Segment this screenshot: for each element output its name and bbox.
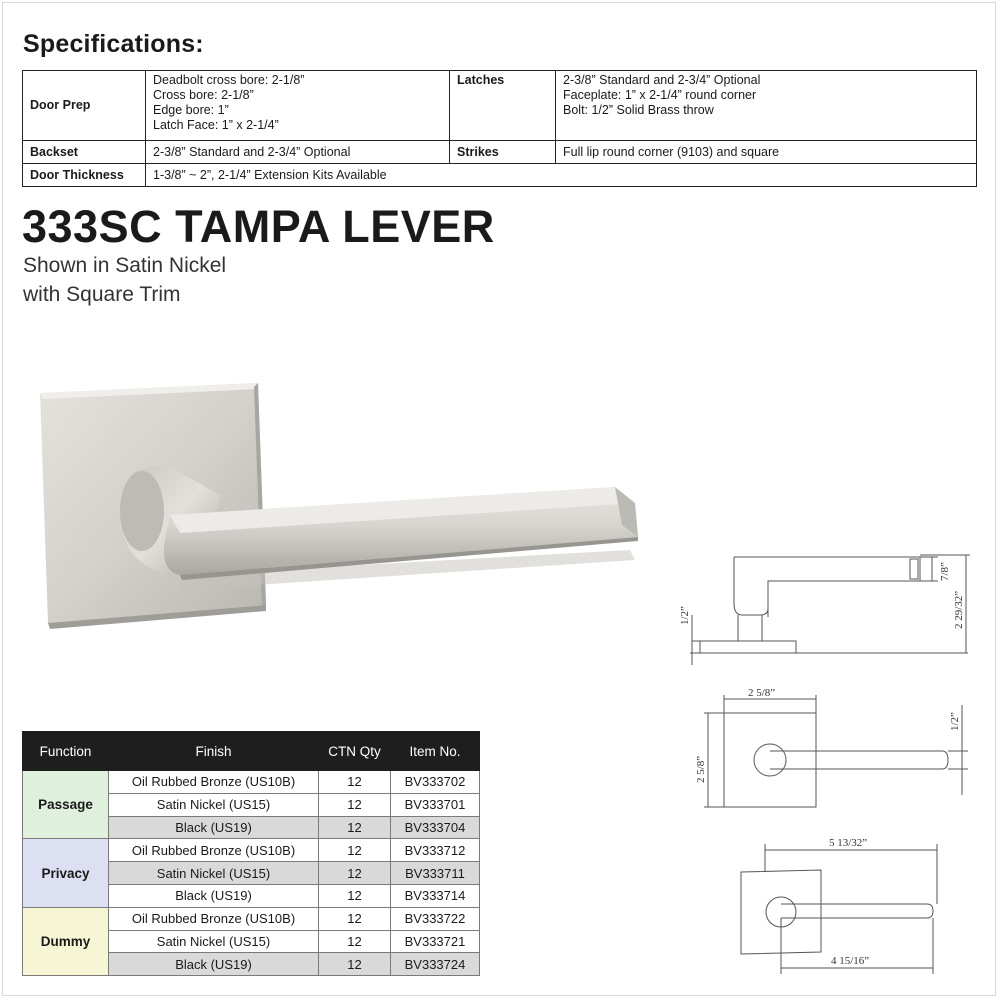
spec-value-door-thickness: 1-3/8” ~ 2”, 2-1/4” Extension Kits Available [146,164,977,187]
finish-cell: Oil Rubbed Bronze (US10B) [109,907,319,930]
side-view-drawing [670,545,980,675]
dim-front-lever-width: 1/2” [949,712,961,731]
product-subtitle-line: Shown in Satin Nickel [23,254,227,277]
spec-line: Bolt: 1/2” Solid Brass throw [563,103,714,117]
finish-cell: Satin Nickel (US15) [109,793,319,816]
spec-label-latches: Latches [450,71,556,141]
finish-cell: Black (US19) [109,953,319,976]
dim-side-lever-height: 7/8” [939,562,951,581]
qty-cell: 12 [319,793,391,816]
qty-cell: 12 [319,839,391,862]
product-subtitle [23,251,226,309]
finish-table-header [23,732,480,771]
finish-cell: Oil Rubbed Bronze (US10B) [109,771,319,794]
spec-line: Edge bore: 1” [153,103,229,117]
qty-cell: 12 [319,907,391,930]
qty-cell: 12 [319,953,391,976]
spec-line: Cross bore: 2-1/8” [153,88,254,102]
specifications-title: Specifications: [23,30,204,58]
function-cell-passage: Passage [23,771,109,839]
product-title: 333SC TAMPA LEVER [22,201,495,252]
header-function: Function [23,732,109,771]
qty-cell: 12 [319,930,391,953]
item-cell: BV333724 [391,953,480,976]
item-cell: BV333712 [391,839,480,862]
dim-side-total-height: 2 29/32” [953,590,965,629]
item-cell: BV333704 [391,816,480,839]
dim-side-rose-depth: 1/2” [679,606,691,625]
front-view-drawing [690,685,980,815]
item-cell: BV333702 [391,771,480,794]
finish-cell: Black (US19) [109,816,319,839]
spec-line: Latch Face: 1” x 2-1/4” [153,118,279,132]
item-cell: BV333701 [391,793,480,816]
table-row [23,771,480,794]
spec-row-door-thickness [23,164,977,187]
dim-top-overall-length: 5 13/32” [829,837,868,849]
header-finish: Finish [109,732,319,771]
specifications-table [22,70,977,187]
spec-value-backset: 2-3/8” Standard and 2-3/4” Optional [146,141,450,164]
spec-label-backset: Backset [23,141,146,164]
item-cell: BV333711 [391,862,480,885]
finish-cell: Oil Rubbed Bronze (US10B) [109,839,319,862]
spec-label-door-prep: Door Prep [23,71,146,141]
qty-cell: 12 [319,816,391,839]
item-cell: BV333721 [391,930,480,953]
spec-value-strikes: Full lip round corner (9103) and square [556,141,977,164]
table-row [23,907,480,930]
spec-value-door-prep [146,71,450,141]
header-ctn-qty: CTN Qty [319,732,391,771]
spec-row-door-prep [23,71,977,141]
finish-table [22,731,480,976]
spec-line: 2-3/8” Standard and 2-3/4” Optional [563,73,761,87]
function-cell-dummy: Dummy [23,907,109,975]
function-cell-privacy: Privacy [23,839,109,907]
spec-value-latches [556,71,977,141]
top-view-drawing [725,830,980,980]
spec-label-strikes: Strikes [450,141,556,164]
qty-cell: 12 [319,884,391,907]
dim-front-rose-height: 2 5/8” [695,755,707,783]
qty-cell: 12 [319,771,391,794]
finish-cell: Satin Nickel (US15) [109,930,319,953]
item-cell: BV333722 [391,907,480,930]
dim-top-lever-length: 4 15/16” [831,955,870,967]
spec-line: Deadbolt cross bore: 2-1/8” [153,73,305,87]
item-cell: BV333714 [391,884,480,907]
spec-line: Faceplate: 1” x 2-1/4” round corner [563,88,757,102]
spec-row-backset [23,141,977,164]
finish-cell: Black (US19) [109,884,319,907]
spec-label-door-thickness: Door Thickness [23,164,146,187]
qty-cell: 12 [319,862,391,885]
header-item-no: Item No. [391,732,480,771]
table-row [23,839,480,862]
dim-front-rose-width: 2 5/8” [748,687,776,699]
product-subtitle-line: with Square Trim [23,283,181,306]
lever-photo [30,375,650,635]
finish-cell: Satin Nickel (US15) [109,862,319,885]
